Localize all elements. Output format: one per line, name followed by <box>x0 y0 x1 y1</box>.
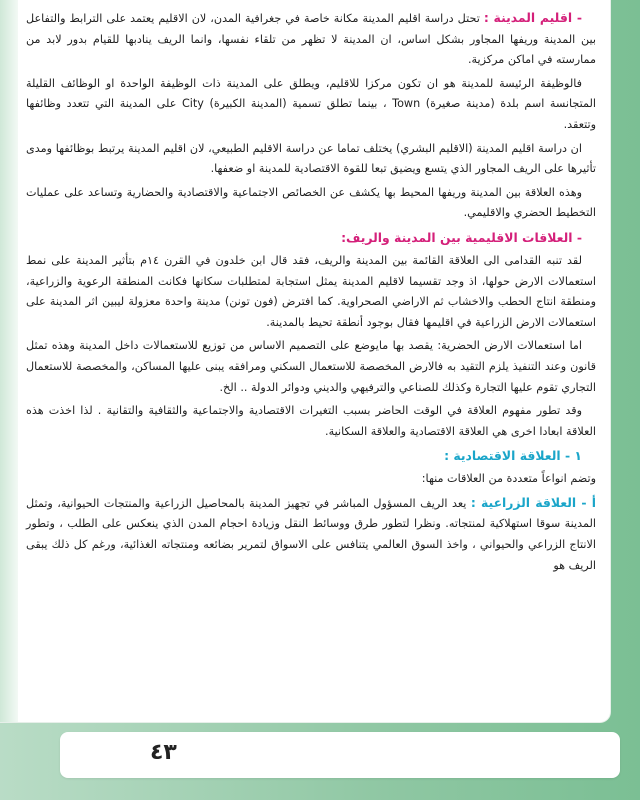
paragraph-text: اما استعمالات الارض الحضرية: يقصد بها مايوضع على التصميم الاساس من توزيع للاستعمالات داخل المدينة وهذه تمثل قانون وعند التنفيذ يلزم التقيد به فالارض المخصصة للاستعمال السكني ومرافقه يبنى عليها المساكن، والمخصصة للاستعمال التجاري تقوم عليها التجارة وكذلك للصناعي والترفيهي والديني ودوائر الدولة .. الخ. <box>26 339 596 394</box>
paragraph-text: فالوظيفة الرئيسة للمدينة هو ان تكون مركزا للاقليم، ويطلق على المدينة ذات الوظيفة الواحدة او الوظائف القليلة المتجانسة اسم بلدة (مدينة صغيرة) Town ، بينما تطلق تسمية (المدينة الكبيرة) City على المدينة التي تتعدد وظائفها وتتعقد. <box>26 76 597 131</box>
paragraph-text: تحتل دراسة اقليم المدينة مكانة خاصة في جغرافية المدن، لان الاقليم يعتمد على الترابط والتفاعل بين المدينة وريفها المجاور بشكل اساس، ان المدينة لا تظهر من تلقاء نفسها، وانما الريف ينادبها للقيام بدور لابد من ممارسته في اماكن مركزية. <box>26 12 596 67</box>
paragraph <box>26 251 596 333</box>
inline-heading: أ - العلاقة الزراعية : <box>470 494 597 510</box>
paragraph-text: وهذه العلاقة بين المدينة وريفها المحيط بها يكشف عن الخصائص الاجتماعية والاقتصادية والحضارية وتساعد على عمليات التخطيط الحضري والاقليمي. <box>26 185 596 220</box>
section-heading: ١ - العلاقة الاقتصادية : <box>444 448 582 464</box>
paragraph <box>26 8 596 71</box>
paragraph <box>26 139 596 180</box>
document-body <box>26 8 596 718</box>
page-number: ٤٣ <box>150 740 177 765</box>
page-footer <box>60 732 620 778</box>
section-heading: - العلاقات الاقليمية بين المدينة والريف: <box>341 229 582 245</box>
paragraph <box>26 74 596 136</box>
paragraph <box>26 183 596 224</box>
paragraph <box>26 493 596 576</box>
paragraph-text: ان دراسة اقليم المدينة (الاقليم البشري) يختلف تماما عن دراسة الاقليم الطبيعي، لان اقليم المدينة يرتبط بوظائفها ومدى تأثيرها على الريف المجاور الذي يتسع ويضيق تبعا للقوة الاقتصادية للمدينة او ضعفها. <box>26 141 596 176</box>
paragraph <box>26 401 596 442</box>
paragraph <box>26 469 596 490</box>
paragraph <box>26 336 596 398</box>
paragraph-text: وتضم انواعاً متعددة من العلاقات منها: <box>421 472 596 486</box>
paragraph-text: لقد تنبه القدامى الى العلاقة القائمة بين المدينة والريف، فقد قال ابن خلدون في القرن ١٤م بتأثير المدينة على نمط استعمالات الارض حولها، اذ وجد تقسيما لاقليم المدينة يمثل استجابة لمتطلبات سكانها فكانت المنطقة الرعوية والزراعية، ومنطقة انتاج الحطب والاخشاب ثم الاراضي الصحراوية. كما افترض (فون تونن) مدينة واحدة معزولة ليبين اثر المدينة على استعمالات الارض الزراعية في اقليمها فقال بوجود أنطقة تحيط بالمدينة. <box>26 253 596 329</box>
inline-heading: - اقليم المدينة : <box>483 10 582 25</box>
paragraph-text: يعد الريف المسؤول المباشر في تجهيز المدينة بالمحاصيل الزراعية والمنتجات الحيوانية، وتمثل المدينة سوقا استهلاكية لمنتجاته. ونظرا لتطور طرق ووسائط النقل وزيادة احجام المدن الذي ينعكس على الطلب ، وتطور الانتاج الزراعي والحيواني ، واخذ السوق العالمي يتنافس على الاسواق لتمرير بضائعه ومنتجاته الغذائية، ورغم كل ذلك يبقى الريف هو <box>26 496 596 572</box>
page-edge-shading <box>0 0 18 722</box>
paragraph-text: وقد تطور مفهوم العلاقة في الوقت الحاضر بسبب التغيرات الاقتصادية والاجتماعية والثقافية والتقانية . لذا اخذت هذه العلاقة ابعادا اخرى هي العلاقة الاقتصادية والعلاقة السكانية. <box>26 404 596 438</box>
